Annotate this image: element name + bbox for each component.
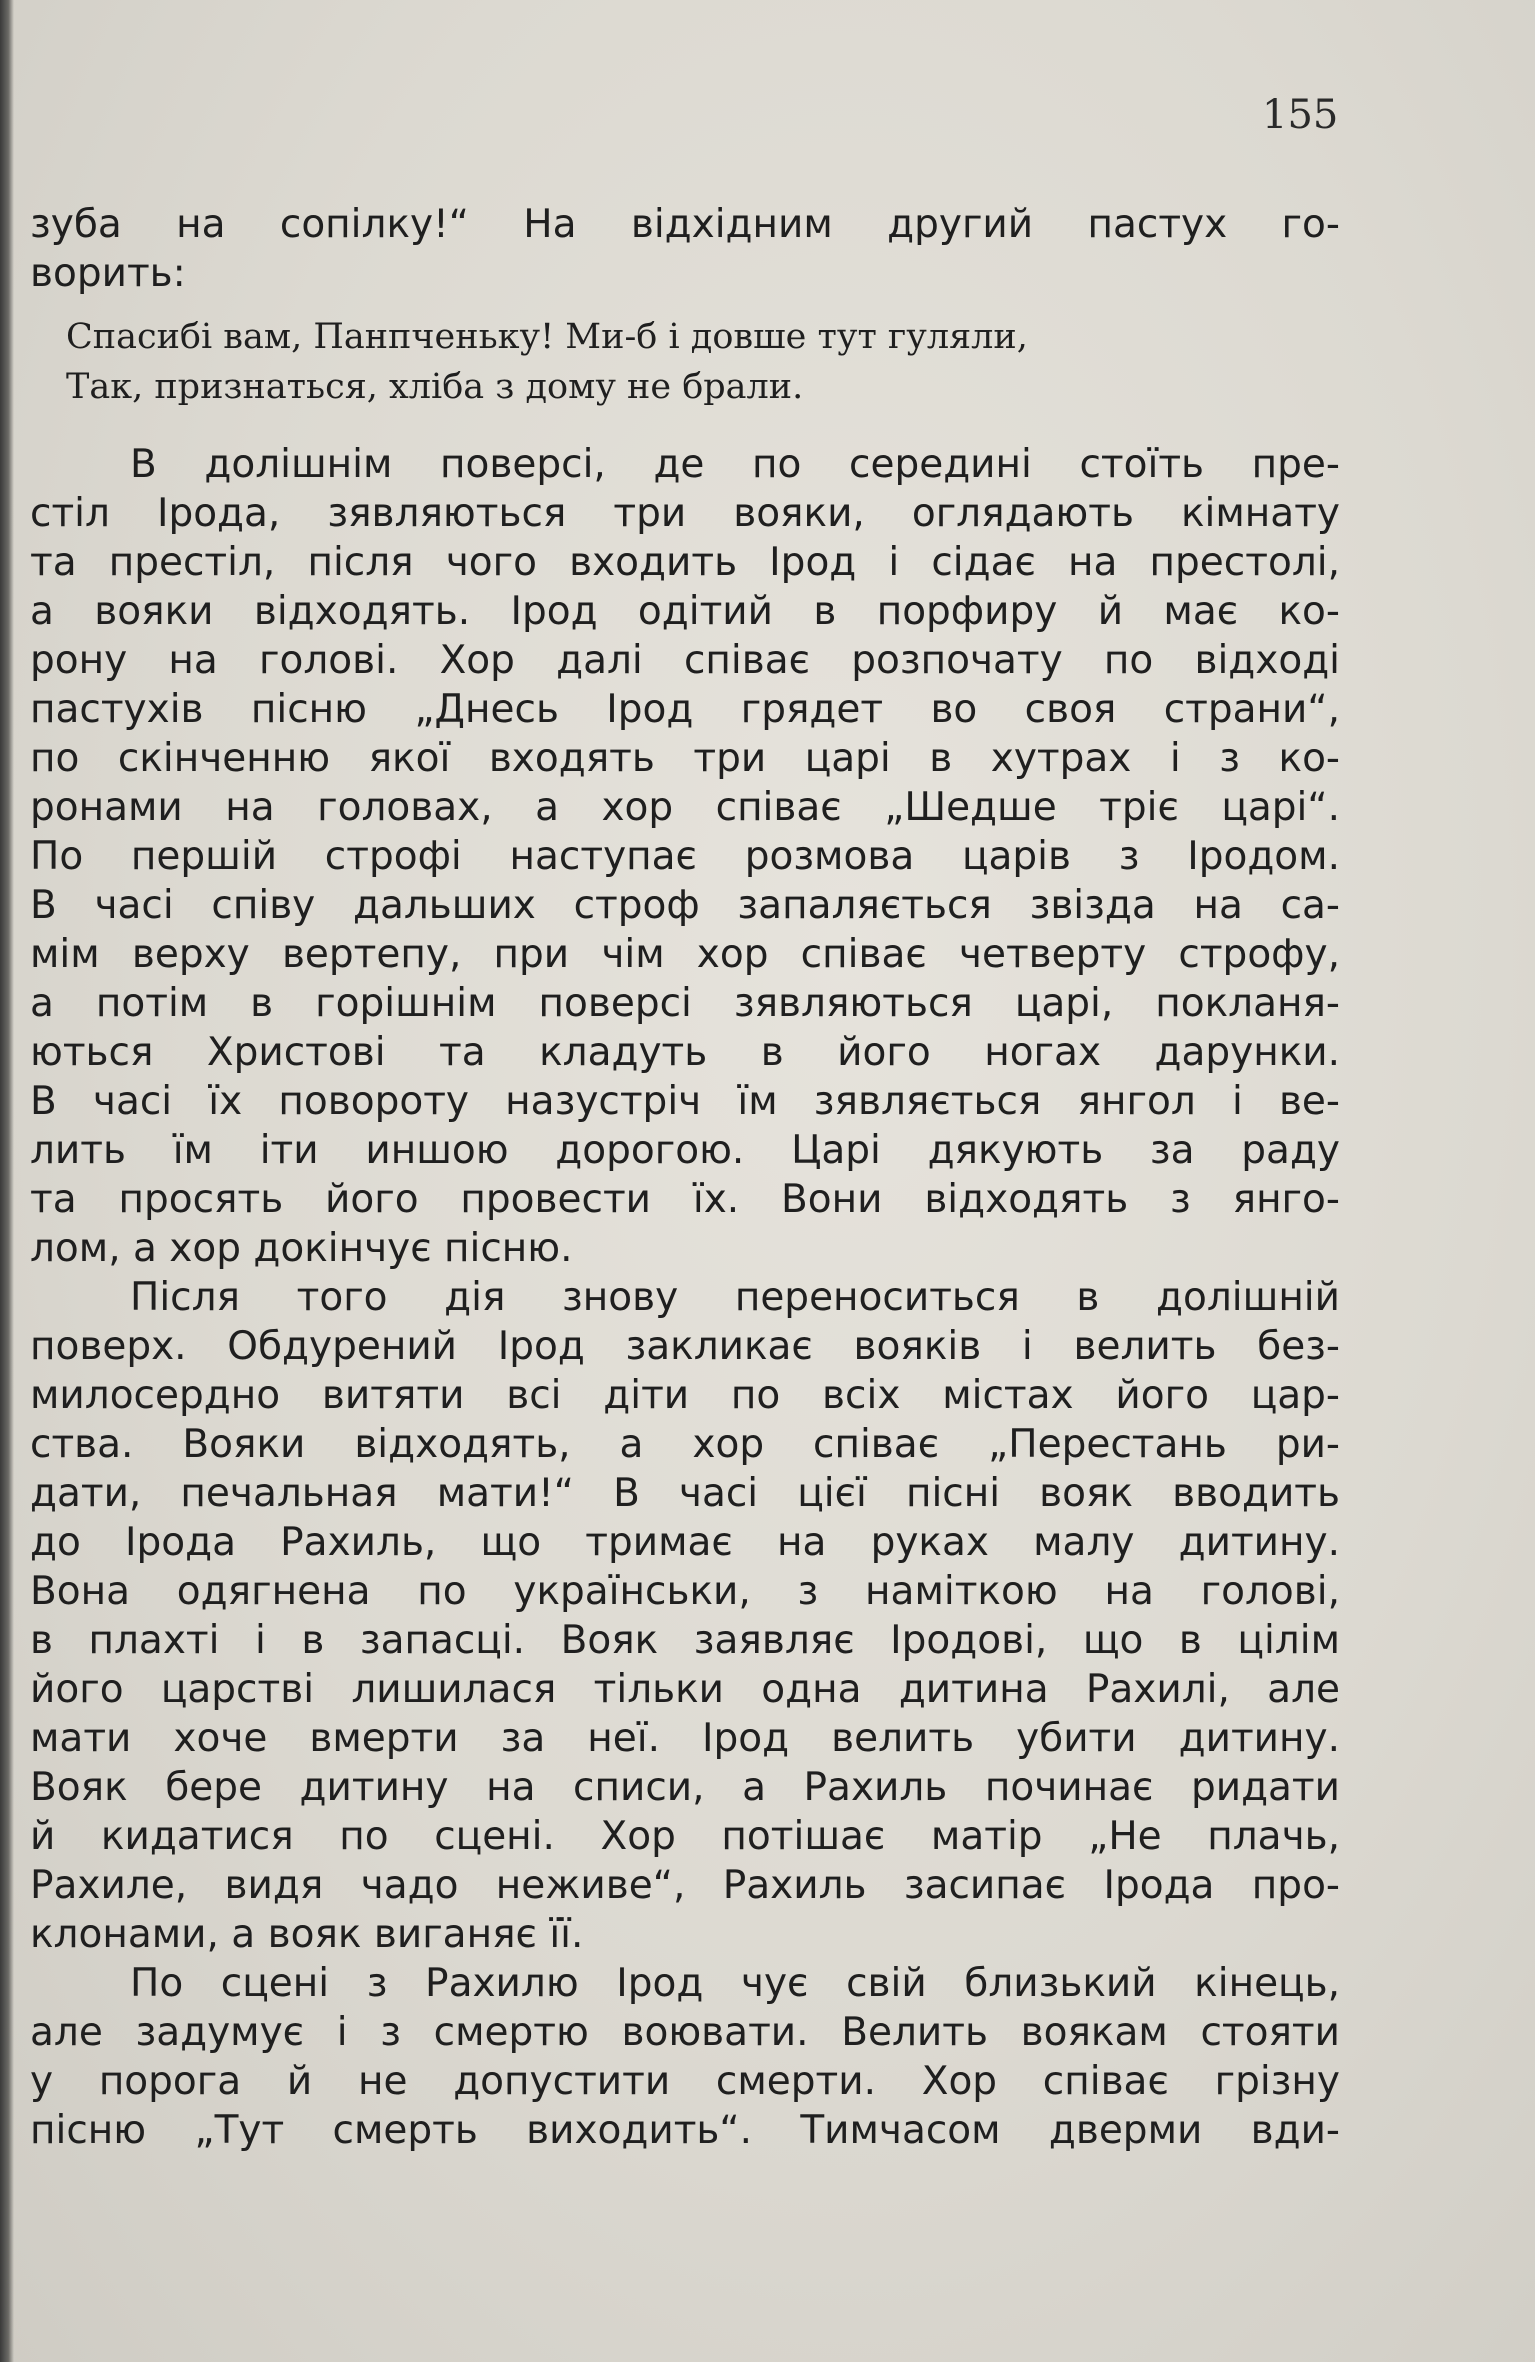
- text-line: ства. Вояки відходять, а хор співає „Перестань ри-: [30, 1422, 1340, 1467]
- text-line: але задумує і з смертю воювати. Велить воякам стояти: [30, 2010, 1340, 2055]
- page-number: 155: [1262, 92, 1339, 138]
- text-line: дати, печальная мати!“ В часі цієї пісні вояк вводить: [30, 1471, 1340, 1516]
- text-line: пастухів пісню „Днесь Ірод грядет во своя страни“,: [30, 687, 1340, 732]
- text-line: в плахті і в запасці. Вояк заявляє Іродові, що в цілім: [30, 1618, 1340, 1663]
- text-line: та просять його провести їх. Вони відходять з янго-: [30, 1177, 1340, 1222]
- text-line: лить їм іти иншою дорогою. Царі дякують за раду: [30, 1128, 1340, 1173]
- text-line: й кидатися по сцені. Хор потішає матір „Не плачь,: [30, 1814, 1340, 1859]
- paragraph-start-line: По сцені з Рахилю Ірод чує свій близький кінець,: [130, 1961, 1340, 2006]
- text-line: мім верху вертепу, при чім хор співає четверту строфу,: [30, 932, 1340, 977]
- text-line: Рахиле, видя чадо неживе“, Рахиль засипає Ірода про-: [30, 1863, 1340, 1908]
- verse-line: Так, признаться, хліба з дому не брали.: [66, 367, 804, 407]
- text-line: По першій строфі наступає розмова царів з Іродом.: [30, 834, 1340, 879]
- text-line: у порога й не допустити смерти. Хор співає грізну: [30, 2059, 1340, 2104]
- text-line: пісню „Тут смерть виходить“. Тимчасом дверми вди-: [30, 2108, 1340, 2153]
- text-line: лом, а хор докінчує пісню.: [30, 1226, 573, 1271]
- text-line: його царстві лишилася тільки одна дитина Рахилі, але: [30, 1667, 1340, 1712]
- text-line: поверх. Обдурений Ірод закликає вояків і велить без-: [30, 1324, 1340, 1369]
- text-line: та престіл, після чого входить Ірод і сідає на престолі,: [30, 540, 1340, 585]
- text-line: Вона одягнена по українськи, з наміткою на голові,: [30, 1569, 1340, 1614]
- text-line: В часі їх повороту назустріч їм зявляється янгол і ве-: [30, 1079, 1340, 1124]
- paragraph-start-line: В долішнім поверсі, де по середині стоїть пре-: [130, 442, 1340, 487]
- book-spine-shadow: [0, 0, 14, 2362]
- text-line: стіл Ірода, зявляються три вояки, оглядають кімнату: [30, 491, 1340, 536]
- text-line: ються Христові та кладуть в його ногах дарунки.: [30, 1030, 1340, 1075]
- text-line: по скінченню якої входять три царі в хутрах і з ко-: [30, 736, 1340, 781]
- verse-line: Спасибі вам, Панпченьку! Ми-б і довше тут гуляли,: [66, 317, 1028, 357]
- text-line: до Ірода Рахиль, що тримає на руках малу дитину.: [30, 1520, 1340, 1565]
- text-line: ворить:: [30, 251, 186, 296]
- paragraph-start-line: Після того дія знову переноситься в долішній: [130, 1275, 1340, 1320]
- text-line: милосердно витяти всі діти по всіх містах його цар-: [30, 1373, 1340, 1418]
- text-line: ронами на головах, а хор співає „Шедше тріє царі“.: [30, 785, 1340, 830]
- text-line: клонами, а вояк виганяє її.: [30, 1912, 584, 1957]
- text-line: а потім в горішнім поверсі зявляються царі, покланя-: [30, 981, 1340, 1026]
- page-text: [30, 200, 1340, 2155]
- text-line: Вояк бере дитину на списи, а Рахиль починає ридати: [30, 1765, 1340, 1810]
- text-line: рону на голові. Хор далі співає розпочату по відході: [30, 638, 1340, 683]
- text-line: мати хоче вмерти за неї. Ірод велить убити дитину.: [30, 1716, 1340, 1761]
- text-line: а вояки відходять. Ірод одітий в порфиру й має ко-: [30, 589, 1340, 634]
- text-line: зуба на сопілку!“ На відхідним другий пастух го-: [30, 202, 1340, 247]
- text-line: В часі співу дальших строф запаляється звізда на са-: [30, 883, 1340, 928]
